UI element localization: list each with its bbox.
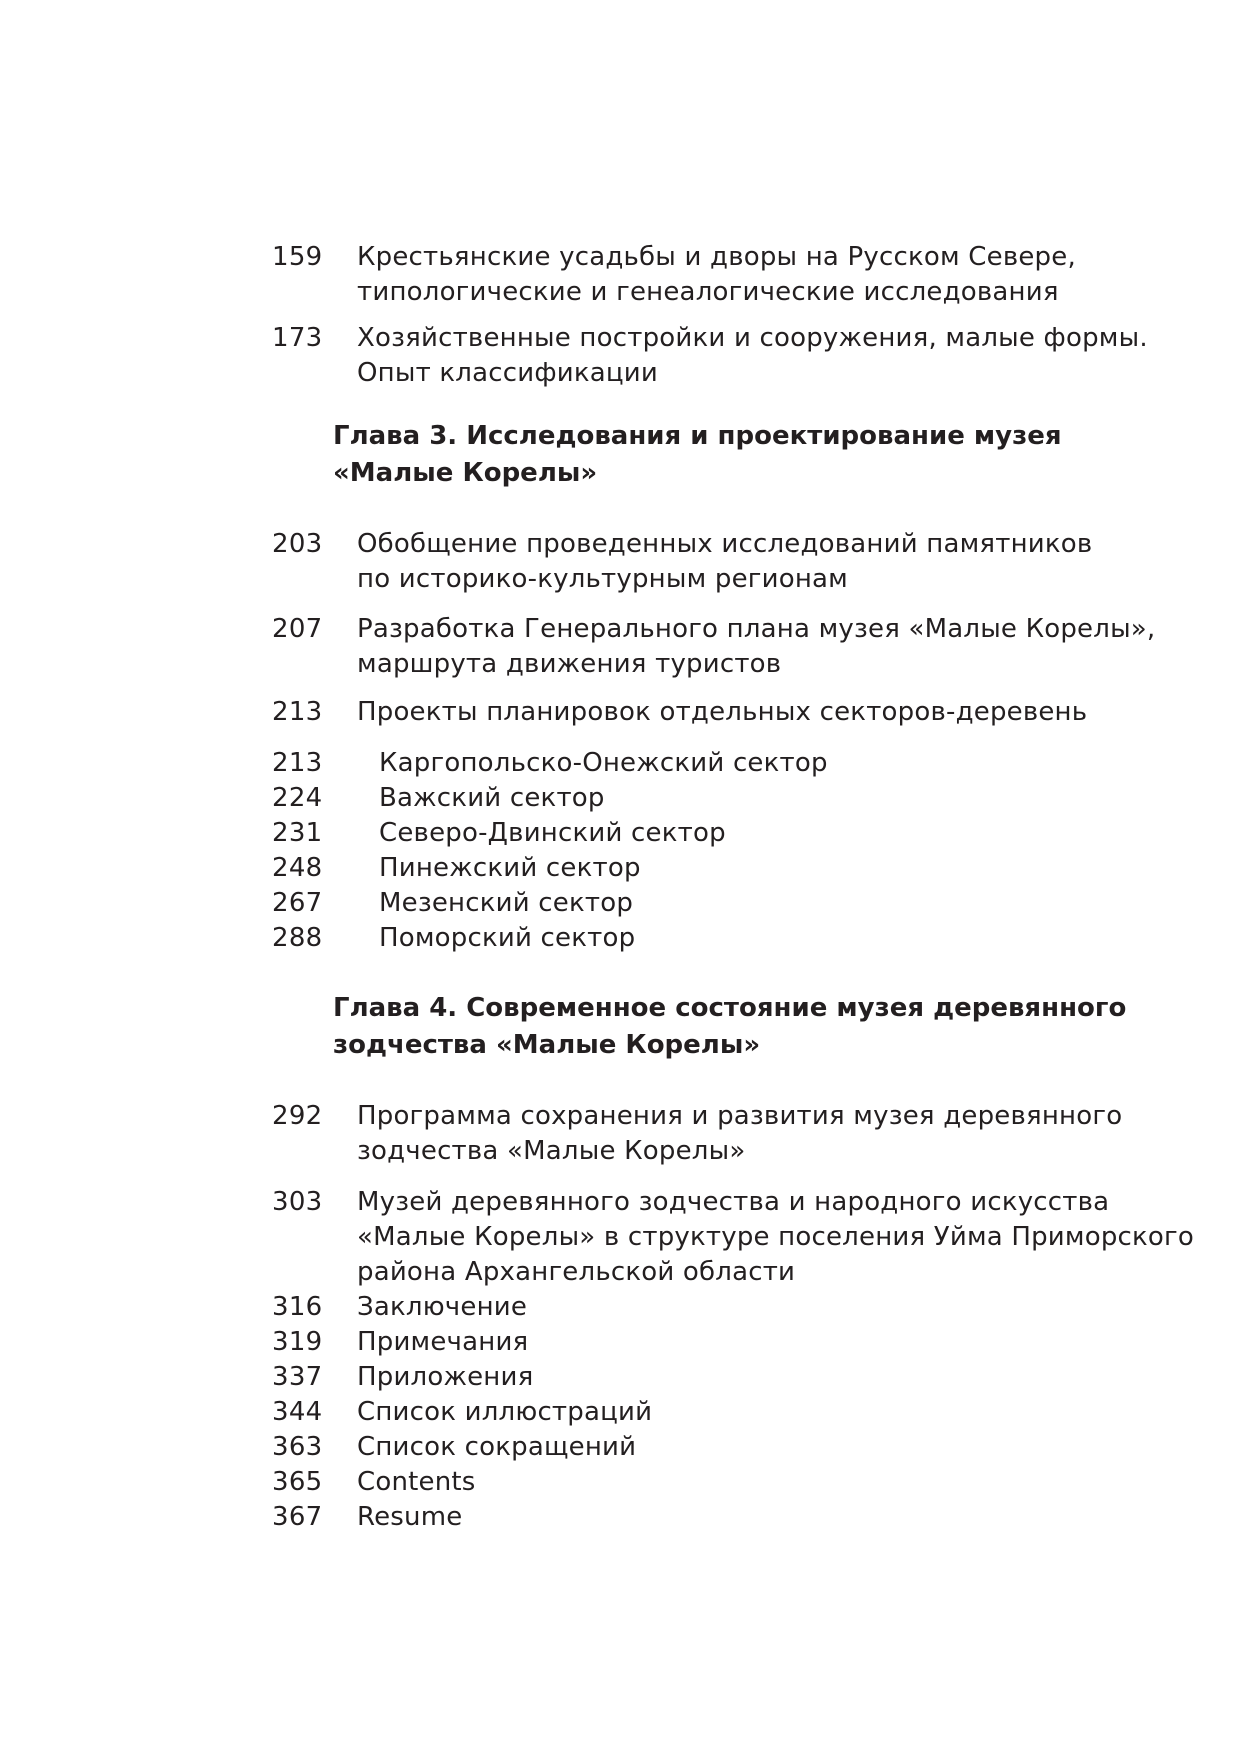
page-number: 213: [272, 697, 323, 727]
page-number: 367: [272, 1502, 323, 1532]
entry-title: Resume: [357, 1502, 463, 1532]
entry-title-line: Опыт классификации: [357, 358, 659, 388]
entry-title: [357, 240, 1157, 310]
entry-title-line: маршрута движения туристов: [357, 649, 782, 679]
entry-title: [357, 695, 1157, 730]
entry-title: Список сокращений: [357, 1432, 637, 1462]
entry-title-line: Проекты планировок отдельных секторов-деревень: [357, 697, 1088, 727]
entry-title: Contents: [357, 1467, 476, 1497]
entry-title: Приложения: [357, 1362, 534, 1392]
chapter-heading-line: «Малые Корелы»: [333, 458, 598, 488]
entry-title-line: «Малые Корелы» в структуре поселения Уйма Приморского: [357, 1222, 1195, 1252]
entry-title-line: Музей деревянного зодчества и народного искусства: [357, 1187, 1110, 1217]
entry-title-line: зодчества «Малые Корелы»: [357, 1136, 746, 1166]
page-number: 344: [272, 1397, 323, 1427]
entry-title-line: Хозяйственные постройки и сооружения, малые формы.: [357, 323, 1148, 353]
entry-title: [357, 612, 1157, 682]
page-number: 365: [272, 1467, 323, 1497]
page-number: 267: [272, 888, 323, 918]
entry-title: Заключение: [357, 1292, 528, 1322]
chapter-heading-line: зодчества «Малые Корелы»: [333, 1030, 761, 1060]
chapter-heading-line: Глава 3. Исследования и проектирование музея: [333, 421, 1062, 451]
entry-title: [357, 1099, 1157, 1169]
entry-title: Поморский сектор: [379, 923, 636, 953]
page-number: 303: [272, 1187, 323, 1217]
entry-title: Важский сектор: [379, 783, 605, 813]
entry-title: Примечания: [357, 1327, 529, 1357]
entry-title: Список иллюстраций: [357, 1397, 653, 1427]
page-number: 248: [272, 853, 323, 883]
page-number: 363: [272, 1432, 323, 1462]
page-number: 173: [272, 323, 323, 353]
entry-title: Каргопольско-Онежский сектор: [379, 748, 828, 778]
page-number: 207: [272, 614, 323, 644]
page-number: 203: [272, 529, 323, 559]
page-number: 319: [272, 1327, 323, 1357]
page-number: 213: [272, 748, 323, 778]
entry-title-line: района Архангельской области: [357, 1257, 796, 1287]
page-number: 288: [272, 923, 323, 953]
entry-title-line: Крестьянские усадьбы и дворы на Русском Севере,: [357, 242, 1076, 272]
chapter-heading-line: Глава 4. Современное состояние музея деревянного: [333, 993, 1127, 1023]
entry-title-line: по историко-культурным регионам: [357, 564, 848, 594]
entry-title-line: Обобщение проведенных исследований памятников: [357, 529, 1093, 559]
entry-title: Мезенский сектор: [379, 888, 634, 918]
entry-title: [357, 321, 1157, 391]
entry-title-line: типологические и генеалогические исследования: [357, 277, 1059, 307]
page-number: 337: [272, 1362, 323, 1392]
entry-title: [357, 1185, 1195, 1290]
chapter-heading: [333, 990, 1126, 1064]
entry-title: Северо-Двинский сектор: [379, 818, 726, 848]
page-number: 224: [272, 783, 323, 813]
chapter-heading: [333, 418, 1062, 492]
page-number: 159: [272, 242, 323, 272]
page-number: 292: [272, 1101, 323, 1131]
entry-title: [357, 527, 1157, 597]
page-number: 316: [272, 1292, 323, 1322]
page-number: 231: [272, 818, 323, 848]
entry-title-line: Программа сохранения и развития музея деревянного: [357, 1101, 1123, 1131]
entry-title-line: Разработка Генерального плана музея «Малые Корелы»,: [357, 614, 1156, 644]
entry-title: Пинежский сектор: [379, 853, 641, 883]
